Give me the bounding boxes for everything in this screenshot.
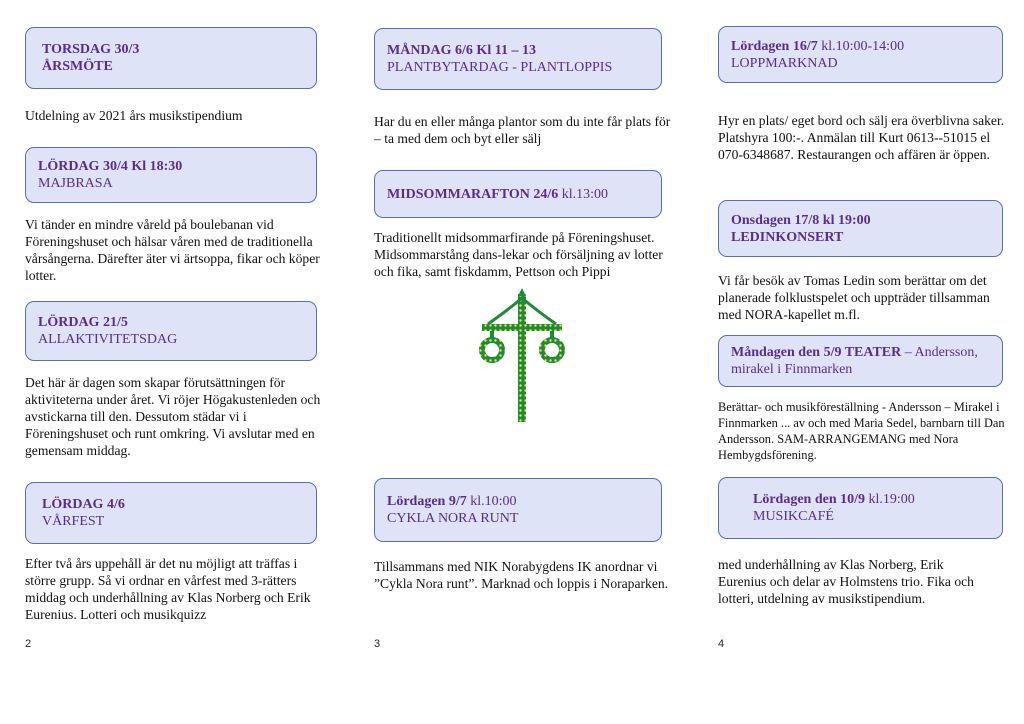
event-description: Det här är dagen som skapar förutsättningen för aktiviteterna under året. Vi röjer Högakustenleden och avstickarna till den. Dessutom städar vi i Föreningshuset och runt omkring. Vi avslutar med en gemensam middag.	[25, 375, 321, 458]
event-time: kl.19:00	[868, 492, 915, 507]
event-subtitle: MAJBRASA	[38, 176, 113, 191]
page-number: 2	[25, 638, 32, 650]
event-description: Vi får besök av Tomas Ledin som berättar om det planerade folklustspelet och uppträder tillsamman med NORA-kapellet m.fl.	[718, 273, 990, 322]
event-title: Lördagen den 10/9	[753, 492, 866, 507]
event-box-cykla-nora-runt	[374, 478, 662, 542]
event-title: Lördagen 9/7	[387, 494, 467, 509]
event-box-allaktivitetsdag	[25, 301, 317, 361]
event-description: Har du en eller många plantor som du inte får plats för – ta med dem och byt eller sälj	[374, 114, 671, 146]
event-subtitle: ALLAKTIVITETSDAG	[38, 332, 178, 347]
event-box-varfest	[25, 482, 317, 544]
event-box-musikcafe	[718, 477, 1003, 539]
event-time: kl.13:00	[561, 186, 609, 202]
event-description: Hyr en plats/ eget bord och sälj era överblivna saker. Platshyra 100:-. Anmälan till Kurt 0613--51015 el 070-6348687. Restaurangen och affären är öppen.	[718, 113, 1005, 162]
event-subtitle: MUSIKCAFÉ	[753, 509, 834, 524]
event-subtitle: mirakel i Finnmarken	[731, 362, 853, 377]
event-box-ledinkonsert	[718, 200, 1003, 257]
event-title: Onsdagen 17/8 kl 19:00	[731, 212, 871, 228]
event-title: MÅNDAG 6/6 Kl 11 – 13	[387, 43, 536, 58]
event-description: Utdelning av 2021 års musikstipendium	[25, 108, 243, 123]
event-box-loppmarknad	[718, 26, 1003, 83]
event-subtitle: PLANTBYTARDAG - PLANTLOPPIS	[387, 60, 613, 75]
event-box-teater	[718, 335, 1003, 387]
event-title: LÖRDAG 4/6	[42, 497, 125, 512]
event-box-arsmote	[25, 27, 317, 89]
event-subtitle: LEDINKONSERT	[731, 229, 844, 245]
event-title: LÖRDAG 30/4 Kl 18:30	[38, 159, 183, 174]
event-description: Traditionellt midsommarfirande på Föreningshuset. Midsommarstång dans-lekar och försäljning av lotter och fika, samt fiskdamm, Pettson och Pippi	[374, 230, 663, 279]
event-subtitle: CYKLA NORA RUNT	[387, 511, 519, 526]
event-description: med underhållning av Klas Norberg, Erik Eurenius och delar av Holmstens trio. Fika och lotteri, utdelning av musikstipendium.	[718, 557, 974, 606]
event-description: Tillsammans med NIK Norabygdens IK anordnar vi ”Cykla Nora runt”. Marknad och loppis i Noraparken.	[374, 559, 669, 591]
event-time: kl.10:00-14:00	[821, 38, 905, 54]
event-box-plantloppis	[374, 28, 662, 90]
event-title: TORSDAG 30/3	[42, 42, 140, 57]
event-title: Lördagen 16/7	[731, 38, 818, 54]
midsummer-pole-icon	[468, 288, 578, 428]
event-subtitle: VÅRFEST	[42, 514, 105, 529]
event-subtitle: ÅRSMÖTE	[42, 59, 113, 74]
event-box-midsommarafton	[374, 170, 662, 218]
event-subtitle: LOPPMARKNAD	[731, 55, 838, 71]
event-description: Efter två års uppehåll är det nu möjligt att träffas i större grupp. Så vi ordnar en vårfest med 3-rätters middag och underhållning av Klas Norberg och Erik Eurenius. Lotteri och musikquizz	[25, 556, 311, 622]
page-number: 3	[374, 638, 381, 650]
event-time: kl.10:00	[470, 494, 517, 509]
event-description: Vi tänder en mindre våreld på boulebanan vid Föreningshuset och hälsar våren med de traditionella vårsångerna. Därefter äter vi ärtsoppa, fikar och köper lotter.	[25, 217, 320, 283]
event-title: MIDSOMMARAFTON 24/6	[387, 186, 559, 202]
event-box-majbrasa	[25, 147, 317, 203]
event-title: Måndagen den 5/9 TEATER	[731, 345, 902, 360]
page-number: 4	[718, 638, 725, 650]
event-subtitle-inline: – Andersson,	[904, 345, 978, 360]
event-description: Berättar- och musikföreställning - Andersson – Mirakel i Finnmarken ... av och med Maria Sedel, barnbarn till Dan Andersson. SAM-ARRANGEMANG med Nora Hembygdsförening.	[718, 400, 1005, 462]
event-title: LÖRDAG 21/5	[38, 315, 128, 330]
